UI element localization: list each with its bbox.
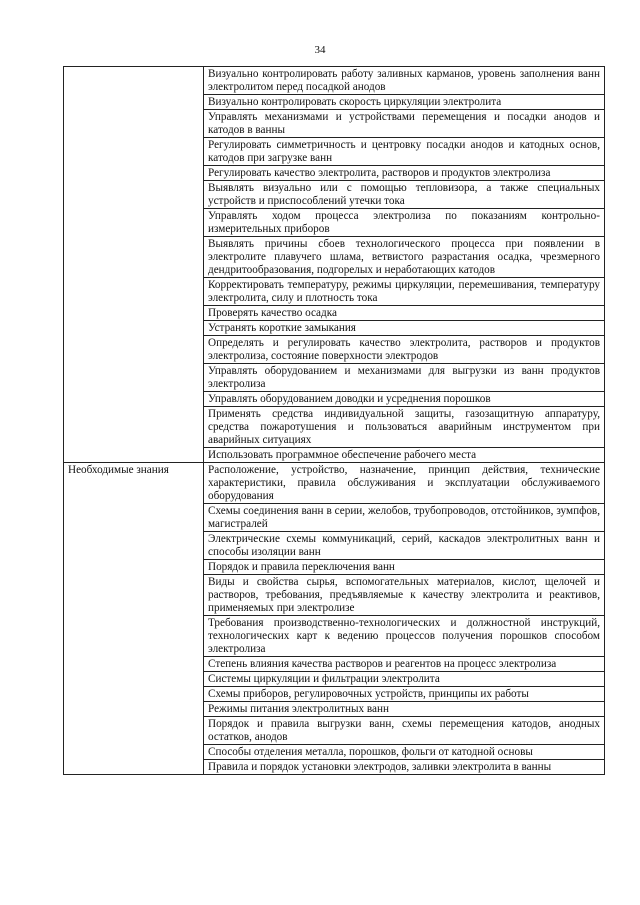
requirement-item: Системы циркуляции и фильтрации электролита [204,672,605,687]
requirement-item: Виды и свойства сырья, вспомогательных материалов, кислот, щелочей и растворов, требования, предъявляемые к качеству электролита и реактивов, применяемых при электролизе [204,575,605,616]
requirement-item: Порядок и правила переключения ванн [204,560,605,575]
requirement-item: Проверять качество осадка [204,306,605,321]
requirement-item: Требования производственно-технологических и должностной инструкций, технологических карт к ведению процессов получения порошков способом электролиза [204,616,605,657]
requirement-item: Регулировать качество электролита, растворов и продуктов электролиза [204,166,605,181]
requirement-item: Порядок и правила выгрузки ванн, схемы перемещения катодов, анодных остатков, анодов [204,717,605,745]
requirement-item: Электрические схемы коммуникаций, серий, каскадов электролитных ванн и способы изоляции ванн [204,532,605,560]
requirement-item: Устранять короткие замыкания [204,321,605,336]
table-row [64,463,605,504]
requirement-item: Степень влияния качества растворов и реагентов на процесс электролиза [204,657,605,672]
requirement-item: Использовать программное обеспечение рабочего места [204,448,605,463]
requirement-item: Управлять ходом процесса электролиза по показаниям контрольно-измерительных приборов [204,209,605,237]
requirement-item: Способы отделения металла, порошков, фольги от катодной основы [204,745,605,760]
requirements-table [63,66,605,775]
section-label [64,67,204,463]
requirement-item: Управлять оборудованием доводки и усреднения порошков [204,392,605,407]
requirement-item: Схемы приборов, регулировочных устройств, принципы их работы [204,687,605,702]
requirement-item: Режимы питания электролитных ванн [204,702,605,717]
requirements-table-body [64,67,605,775]
requirement-item: Определять и регулировать качество электролита, растворов и продуктов электролиза, состояние поверхности электродов [204,336,605,364]
requirement-item: Визуально контролировать работу заливных карманов, уровень заполнения ванн электролитом перед посадкой анодов [204,67,605,95]
requirement-item: Выявлять визуально или с помощью тепловизора, а также специальных устройств и приспособлений утечки тока [204,181,605,209]
requirement-item: Управлять механизмами и устройствами перемещения и посадки анодов и катодов в ванны [204,110,605,138]
requirement-item: Выявлять причины сбоев технологического процесса при появлении в электролите плавучего шлама, ветвистого разрастания осадка, чрезмерного дендритообразования, подгорелых и неработающих катодов [204,237,605,278]
requirement-item: Управлять оборудованием и механизмами для выгрузки из ванн продуктов электролиза [204,364,605,392]
requirement-item: Корректировать температуру, режимы циркуляции, перемешивания, температуру электролита, силу и плотность тока [204,278,605,306]
section-label: Необходимые знания [64,463,204,775]
table-row [64,67,605,95]
requirement-item: Схемы соединения ванн в серии, желобов, трубопроводов, отстойников, зумпфов, магистралей [204,504,605,532]
requirement-item: Регулировать симметричность и центровку посадки анодов и катодных основ, катодов при загрузке ванн [204,138,605,166]
requirement-item: Применять средства индивидуальной защиты, газозащитную аппаратуру, средства пожаротушения и пользоваться аварийным инструментом при аварийных ситуациях [204,407,605,448]
page-number: 34 [314,44,326,56]
requirement-item: Визуально контролировать скорость циркуляции электролита [204,95,605,110]
requirement-item: Расположение, устройство, назначение, принцип действия, технические характеристики, правила обслуживания и эксплуатации обслуживаемого оборудования [204,463,605,504]
requirement-item: Правила и порядок установки электродов, заливки электролита в ванны [204,760,605,775]
